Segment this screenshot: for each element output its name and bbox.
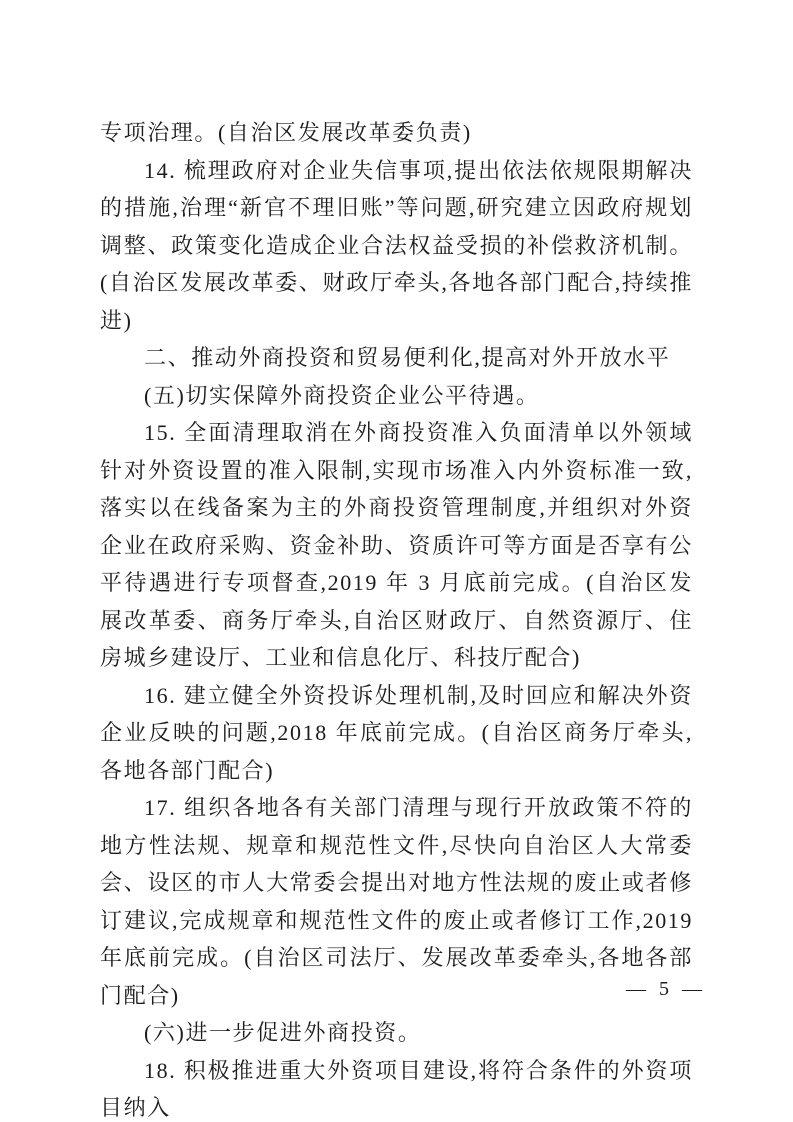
subsection-heading-6: (六)进一步促进外商投资。 — [144, 1020, 422, 1045]
paragraph-item-14: 14. 梳理政府对企业失信事项,提出依法依规限期解决的措施,治理“新官不理旧账”等问题,研究建立因政府规划调整、政策变化造成企业合法权益受损的补偿救济机制。(自治区发展改革委、财政厅牵头,各地各部门配合,持续推进) — [100, 157, 693, 333]
section-heading-2: 二、推动外商投资和贸易便利化,提高对外开放水平 — [144, 345, 671, 370]
paragraph-continuation: 专项治理。(自治区发展改革委负责) — [100, 120, 472, 145]
paragraph-item-16: 16. 建立健全外资投诉处理机制,及时回应和解决外资企业反映的问题,2018 年底前完成。(自治区商务厅牵头,各地各部门配合) — [100, 682, 693, 783]
page-number: — 5 — — [626, 978, 703, 1000]
paragraph-item-18: 18. 积极推进重大外资项目建设,将符合条件的外资项目纳入 — [100, 1057, 693, 1120]
paragraph-item-15: 15. 全面清理取消在外商投资准入负面清单以外领域针对外资设置的准入限制,实现市场准入内外资标准一致,落实以在线备案为主的外商投资管理制度,并组织对外资企业在政府采购、资金补助、资质许可等方面是否享有公平待遇进行专项督查,2019 年 3 月底前完成。(自治区发展改革委、商务厅牵头,自治区财政厅、自然资源厅、住房城乡建设厅、工业和信息化厅、科技厅配合) — [100, 420, 693, 670]
paragraph-item-17: 17. 组织各地各有关部门清理与现行开放政策不符的地方性法规、规章和规范性文件,尽快向自治区人大常委会、设区的市人大常委会提出对地方性法规的废止或者修订建议,完成规章和规范性文件的废止或者修订工作,2019 年底前完成。(自治区司法厅、发展改革委牵头,各地各部门配合) — [100, 795, 693, 1008]
document-body — [100, 114, 693, 1122]
subsection-heading-5: (五)切实保障外商投资企业公平待遇。 — [144, 382, 540, 408]
